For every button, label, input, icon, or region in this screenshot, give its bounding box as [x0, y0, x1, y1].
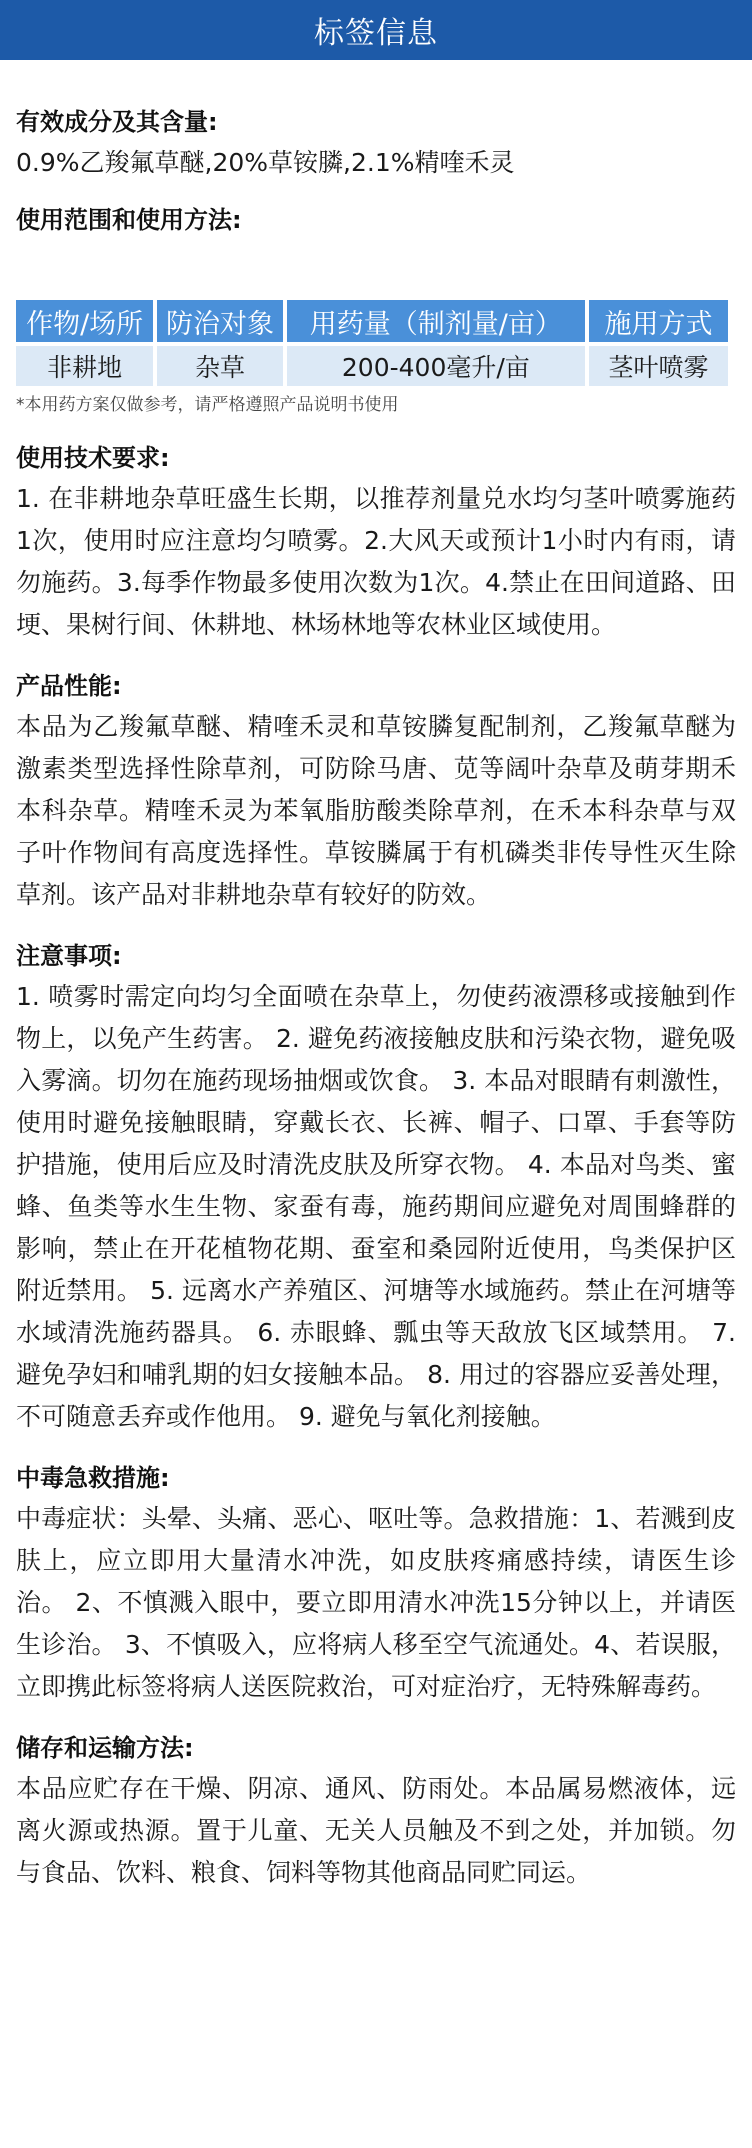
table-header-cell: 作物/场所 — [16, 300, 153, 342]
tech-requirements-section — [16, 440, 736, 646]
section-heading: 中毒急救措施: — [16, 1464, 170, 1492]
ingredients-section — [16, 104, 736, 184]
first-aid-section — [16, 1460, 736, 1708]
table-cell: 非耕地 — [16, 346, 153, 386]
product-performance-section — [16, 668, 736, 916]
section-heading: 储存和运输方法: — [16, 1734, 194, 1762]
dosage-table — [12, 296, 732, 390]
header-bar — [0, 0, 752, 60]
section-heading: 注意事项: — [16, 942, 122, 970]
table-header-row — [16, 300, 728, 342]
precautions-section — [16, 938, 736, 1438]
section-text: 本品应贮存在干燥、阴凉、通风、防雨处。本品属易燃液体，远离火源或热源。置于儿童、无关人员触及不到之处，并加锁。勿与食品、饮料、粮食、饲料等物其他商品同贮同运。 — [16, 1774, 736, 1887]
storage-transport-section — [16, 1730, 736, 1894]
table-row — [16, 346, 728, 386]
usage-note: *本用药方案仅做参考，请严格遵照产品说明书使用 — [16, 395, 399, 415]
section-heading: 产品性能: — [16, 672, 122, 700]
table-cell: 杂草 — [157, 346, 282, 386]
page-title: 标签信息 — [314, 16, 438, 51]
section-text: 1. 喷雾时需定向均匀全面喷在杂草上，勿使药液漂移或接触到作物上，以免产生药害。 2. 避免药液接触皮肤和污染衣物，避免吸入雾滴。切勿在施药现场抽烟或饮食。 3. 本品对眼睛有刺激性，使用时避免接触眼睛，穿戴长衣、长裤、帽子、口罩、手套等防护措施，使用后应及时清洗皮肤及所穿衣物。 4. 本品对鸟类、蜜蜂、鱼类等水生生物、家蚕有毒，施药期间应避免对周围蜂群的影响，禁止在开花植物花期、蚕室和桑园附近使用，鸟类保护区附近禁用。 5. 远离水产养殖区、河塘等水域施药。禁止在河塘等水域清洗施药器具。 6. 赤眼蜂、瓢虫等天敌放飞区域禁用。 7. 避免孕妇和哺乳期的妇女接触本品。 8. 用过的容器应妥善处理，不可随意丢弃或作他用。 9. 避免与氧化剂接触。 — [16, 982, 736, 1431]
table-header-cell: 防治对象 — [157, 300, 282, 342]
usage-heading: 使用范围和使用方法: — [16, 206, 242, 234]
label-content — [0, 104, 752, 1894]
section-text: 中毒症状：头晕、头痛、恶心、呕吐等。急救措施：1、若溅到皮肤上，应立即用大量清水冲洗，如皮肤疼痛感持续，请医生诊治。 2、不慎溅入眼中，要立即用清水冲洗15分钟以上，并请医生诊治。 3、不慎吸入，应将病人移至空气流通处。4、若误服，立即携此标签将病人送医院救治，可对症治疗，无特殊解毒药。 — [16, 1504, 736, 1701]
usage-section — [16, 202, 736, 238]
table-cell: 200-400毫升/亩 — [287, 346, 585, 386]
table-cell: 茎叶喷雾 — [589, 346, 728, 386]
table-header-cell: 施用方式 — [589, 300, 728, 342]
section-text: 1. 在非耕地杂草旺盛生长期，以推荐剂量兑水均匀茎叶喷雾施药1次，使用时应注意均匀喷雾。2.大风天或预计1小时内有雨，请勿施药。3.每季作物最多使用次数为1次。4.禁止在田间道路、田埂、果树行间、休耕地、林场林地等农林业区域使用。 — [16, 484, 736, 639]
table-header-cell: 用药量（制剂量/亩） — [287, 300, 585, 342]
ingredients-text: 0.9%乙羧氟草醚,20%草铵膦,2.1%精喹禾灵 — [16, 148, 515, 177]
ingredients-heading: 有效成分及其含量: — [16, 108, 218, 136]
section-heading: 使用技术要求: — [16, 444, 170, 472]
section-text: 本品为乙羧氟草醚、精喹禾灵和草铵膦复配制剂，乙羧氟草醚为激素类型选择性除草剂，可防除马唐、苋等阔叶杂草及萌芽期禾本科杂草。精喹禾灵为苯氧脂肪酸类除草剂，在禾本科杂草与双子叶作物间有高度选择性。草铵膦属于有机磷类非传导性灭生除草剂。该产品对非耕地杂草有较好的防效。 — [16, 712, 736, 909]
